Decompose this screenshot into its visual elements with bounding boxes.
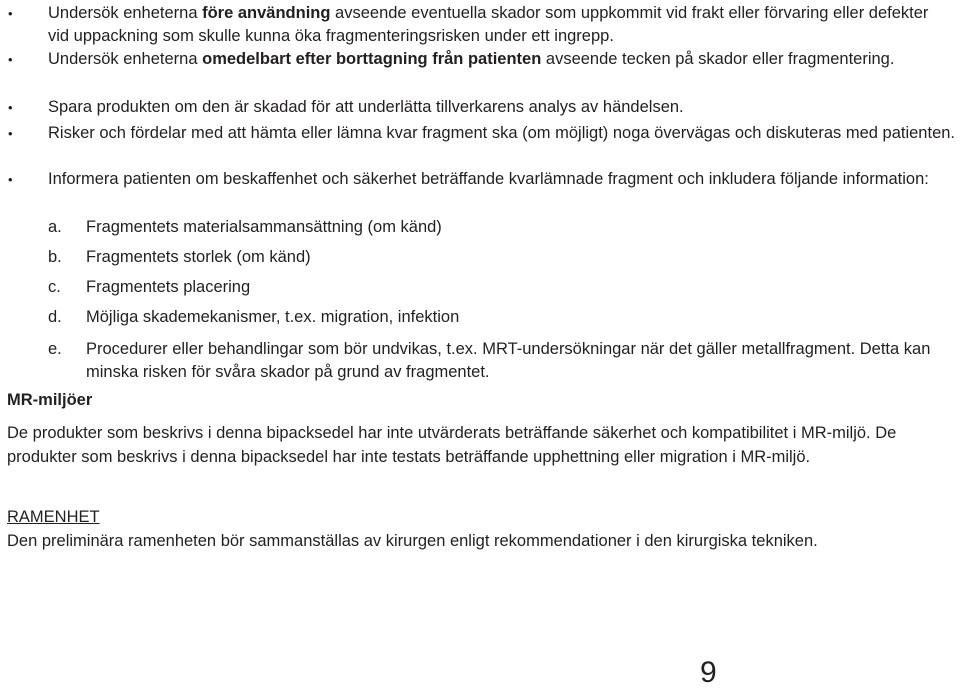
sublist-letter: e. [48,340,62,358]
sublist-item [48,216,442,239]
mr-heading: MR-miljöer [7,391,93,409]
bullet-text: Undersök enheterna [48,4,203,22]
sublist-item [48,338,948,384]
sublist-text: Procedurer eller behandlingar som bör undvikas, t.ex. MRT-undersökningar när det gäller metallfragment. Detta kan minska risken för svåra skador på grund av fragmentet. [86,340,931,381]
bullet-dot-icon: • [8,52,13,67]
bullet-dot-icon: • [8,172,13,187]
bullet-text: Undersök enheterna [48,50,203,68]
sublist-letter: b. [48,248,62,266]
bullet-text: Spara produkten om den är skadad för att underlätta tillverkarens analys av händelsen. [48,98,684,116]
sublist-text: Möjliga skademekanismer, t.ex. migration, infektion [86,308,460,326]
sublist-item [48,306,459,329]
bullet-item [0,48,916,71]
bullet-item [0,2,960,48]
frame-heading: RAMENHET [7,508,100,526]
sublist-item [48,246,311,269]
mr-paragraph: De produkter som beskrivs i denna bipacksedel har inte utvärderats beträffande säkerhet och kompatibilitet i MR-miljö. De produkter som beskrivs i denna bipacksedel har inte testats beträffande upphettning eller migration i MR-miljö. [7,424,897,466]
bullet-dot-icon: • [8,126,13,141]
sublist-letter: a. [48,218,62,236]
bullet-text: avseende eventuella skador som uppkommit vid frakt eller förvaring eller defekter vid uppackning som skulle kunna öka fragmenteringsrisken under ett ingrepp. [48,4,929,45]
page-number: 9 [700,656,717,689]
bullet-text: Risker och fördelar med att hämta eller lämna kvar fragment ska (om möjligt) noga övervägas och diskuteras med patienten. [48,124,956,142]
sublist-text: Fragmentets placering [86,278,251,296]
bullet-item [0,122,960,145]
bullet-text: avseende tecken på skador eller fragmentering. [541,50,895,68]
bullet-item [0,168,960,191]
bullet-item [0,96,960,119]
sublist-item [48,276,250,299]
sublist-text: Fragmentets materialsammansättning (om känd) [86,218,442,236]
sublist-text: Fragmentets storlek (om känd) [86,248,311,266]
sublist-letter: c. [48,278,61,296]
bullet-text: Informera patienten om beskaffenhet och säkerhet beträffande kvarlämnade fragment och inkludera följande information: [48,170,929,188]
bullet-bold-text: före användning [202,4,331,22]
bullet-dot-icon: • [8,6,13,21]
bullet-bold-text: omedelbart efter borttagning från patienten [202,50,542,68]
bullet-dot-icon: • [8,100,13,115]
sublist-letter: d. [48,308,62,326]
frame-paragraph: Den preliminära ramenheten bör sammanställas av kirurgen enligt rekommendationer i den kirurgiska tekniken. [7,532,818,550]
